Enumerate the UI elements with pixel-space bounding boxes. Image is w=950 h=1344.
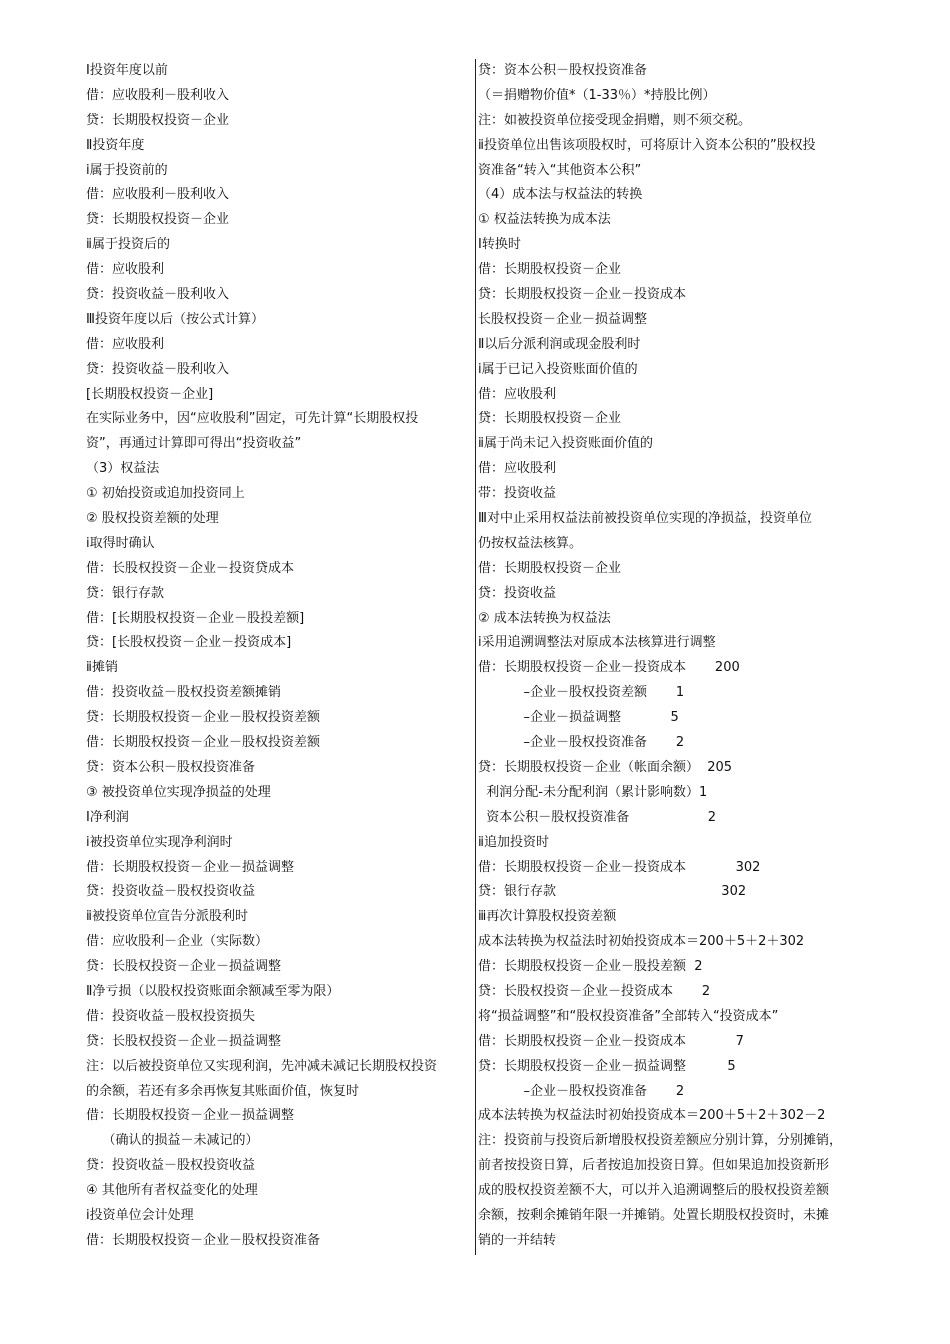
text-line: 贷：资本公积－股权投资准备 — [86, 759, 256, 775]
text-line: Ⅱ以后分派利润或现金股利时 — [478, 336, 641, 352]
text-line: ⅰ属于已记入投资账面价值的 — [478, 361, 638, 377]
text-line: 借：长期股权投资－企业－投资成本 7 — [478, 1033, 744, 1049]
text-line: 贷：资本公积－股权投资准备 — [478, 63, 648, 78]
text-line: ⅱ被投资单位宣告分派股利时 — [86, 909, 248, 925]
text-line: 借：长期股权投资－企业－损益调整 — [86, 859, 295, 875]
text-line: ② 成本法转换为权益法 — [478, 610, 611, 626]
text-line: 贷：长期股权投资－企业－股权投资差额 — [86, 710, 321, 726]
text-line: （确认的损益－未减记的） — [86, 1133, 259, 1149]
text-line: Ⅰ转换时 — [478, 237, 521, 253]
text-line: ① 权益法转换为成本法 — [478, 212, 611, 228]
text-line: ⅰ被投资单位实现净利润时 — [86, 834, 233, 850]
text-line: 贷：银行存款 — [86, 585, 165, 601]
text-line: 贷：投资收益 — [478, 585, 557, 601]
text-line: Ⅰ投资年度以前 — [86, 63, 168, 78]
text-line: 贷：投资收益－股利收入 — [86, 361, 230, 377]
text-line: 仍按权益法核算。 — [478, 535, 583, 551]
text-line: ④ 其他所有者权益变化的处理 — [86, 1183, 258, 1199]
text-line: 贷：长期股权投资－企业－损益调整 5 — [478, 1058, 736, 1074]
text-line: （＝捐赠物价值*（1-33％）*持股比例） — [478, 87, 716, 103]
text-line: 贷：投资收益－股权投资收益 — [86, 1158, 256, 1174]
text-line: –企业－股权投资准备 2 — [478, 735, 685, 751]
text-line: ⅰ投资单位会计处理 — [86, 1207, 194, 1223]
text-line: [长期股权投资－企业] — [86, 386, 214, 402]
text-line: 贷：长股权投资－企业－损益调整 — [86, 959, 282, 975]
text-line: 贷：长期股权投资－企业（帐面余额） 205 — [478, 759, 733, 775]
text-line: 注：以后被投资单位又实现利润，先冲减未减记长期股权投资 — [86, 1058, 438, 1074]
text-line: 借：应收股利－股利收入 — [86, 87, 230, 103]
text-line: 前者按投资日算，后者按追加投资日算。但如果追加投资新形 — [478, 1158, 830, 1174]
text-line: 利润分配-未分配利润（累计影响数）1 — [478, 784, 708, 800]
text-line: 带：投资收益 — [478, 486, 557, 502]
text-line: –企业－损益调整 5 — [478, 710, 679, 726]
text-line: Ⅲ投资年度以后（按公式计算） — [86, 311, 264, 327]
text-line: 贷：长股权投资－企业－投资成本 2 — [478, 983, 711, 999]
text-line: 借：应收股利 — [86, 262, 165, 278]
text-line: 将“损益调整”和“股权投资准备”全部转入“投资成本” — [478, 1008, 779, 1024]
text-line: ⅱ摊销 — [86, 660, 118, 676]
text-line: 资本公积－股权投资准备 2 — [478, 809, 717, 825]
text-line: 成本法转换为权益法时初始投资成本＝200＋5＋2＋302 — [478, 934, 805, 950]
text-line: ⅱ属于投资后的 — [86, 237, 170, 253]
text-line: 借：长期股权投资－企业－股权投资差额 — [86, 735, 321, 751]
text-line: 借：[长期股权投资－企业－股投差额] — [86, 610, 305, 626]
text-line: 借：投资收益－股权投资差额摊销 — [86, 685, 282, 701]
text-line: 贷：投资收益－股权投资收益 — [86, 884, 256, 900]
column-divider — [475, 59, 476, 1255]
text-line: 借：长期股权投资－企业 — [478, 262, 622, 278]
text-line: ① 初始投资或追加投资同上 — [86, 486, 245, 502]
text-line: ⅰ采用追溯调整法对原成本法核算进行调整 — [478, 635, 716, 651]
text-line: 借：应收股利 — [478, 461, 557, 477]
text-line: 成本法转换为权益法时初始投资成本＝200＋5＋2＋302－2 — [478, 1108, 826, 1124]
text-line: 资准备“转入“其他资本公积” — [478, 162, 642, 178]
text-line: 贷：长期股权投资－企业 — [86, 112, 230, 128]
text-line: 销的一并结转 — [478, 1232, 557, 1248]
text-line: ② 股权投资差额的处理 — [86, 511, 219, 527]
text-line: ⅱ属于尚未记入投资账面价值的 — [478, 436, 653, 452]
text-line: 注：投资前与投资后新增股权投资差额应分别计算，分别摊销， — [478, 1133, 843, 1149]
text-line: （3）权益法 — [86, 461, 160, 477]
text-line: ⅱ投资单位出售该项股权时，可将原计入资本公积的”股权投 — [478, 137, 816, 153]
text-line: ⅱ追加投资时 — [478, 834, 549, 850]
left-column — [86, 59, 474, 1254]
text-line: 借：应收股利 — [86, 336, 165, 352]
text-line: 贷：长期股权投资－企业－投资成本 — [478, 287, 687, 303]
text-line: ③ 被投资单位实现净损益的处理 — [86, 784, 271, 800]
text-line: 成的股权投资差额不大，可以并入追溯调整后的股权投资差额 — [478, 1183, 830, 1199]
text-line: ⅰ属于投资前的 — [86, 162, 168, 178]
text-line: 借：投资收益－股权投资损失 — [86, 1008, 256, 1024]
text-line: 借：应收股利－企业（实际数） — [86, 934, 269, 950]
text-line: 贷：银行存款 302 — [478, 884, 747, 900]
text-line: 借：长股权投资－企业－投资贷成本 — [86, 560, 295, 576]
text-line: 贷：长期股权投资－企业 — [478, 411, 622, 427]
text-line: 资”，再通过计算即可得出“投资收益” — [86, 436, 302, 452]
text-line: 借：应收股利 — [478, 386, 557, 402]
text-line: 长股权投资－企业－损益调整 — [478, 311, 648, 327]
text-line: 借：应收股利－股利收入 — [86, 187, 230, 203]
text-line: 借：长期股权投资－企业－股权投资准备 — [86, 1232, 321, 1248]
text-line: 借：长期股权投资－企业－股投差额 2 — [478, 959, 703, 975]
text-line: Ⅱ投资年度 — [86, 137, 145, 153]
text-line: Ⅲ对中止采用权益法前被投资单位实现的净损益，投资单位 — [478, 511, 812, 527]
text-line: Ⅰ净利润 — [86, 809, 129, 825]
text-line: 贷：投资收益－股利收入 — [86, 287, 230, 303]
text-line: ⅲ再次计算股权投资差额 — [478, 909, 617, 925]
text-line: 注：如被投资单位接受现金捐赠，则不须交税。 — [478, 112, 752, 128]
text-line: ⅰ取得时确认 — [86, 535, 155, 551]
text-line: –企业－股权投资差额 1 — [478, 685, 685, 701]
text-line: 余额，按剩余摊销年限一并摊销。处置长期股权投资时，未摊 — [478, 1207, 830, 1223]
text-line: 贷：[长股权投资－企业－投资成本] — [86, 635, 292, 651]
text-line: Ⅱ净亏损（以股权投资账面余额减至零为限） — [86, 983, 340, 999]
text-line: 借：长期股权投资－企业－损益调整 — [86, 1108, 295, 1124]
text-line: 借：长期股权投资－企业－投资成本 200 — [478, 660, 740, 676]
text-line: –企业－股权投资准备 2 — [478, 1083, 685, 1099]
right-column — [478, 59, 878, 1254]
text-line: 借：长期股权投资－企业 — [478, 560, 622, 576]
text-line: 在实际业务中，因“应收股利”固定，可先计算“长期股权投 — [86, 411, 419, 427]
text-line: 贷：长股权投资－企业－损益调整 — [86, 1033, 282, 1049]
text-line: 借：长期股权投资－企业－投资成本 302 — [478, 859, 761, 875]
text-line: 的余额，若还有多余再恢复其账面价值，恢复时 — [86, 1083, 360, 1099]
text-line: 贷：长期股权投资－企业 — [86, 212, 230, 228]
text-line: （4）成本法与权益法的转换 — [478, 187, 643, 203]
